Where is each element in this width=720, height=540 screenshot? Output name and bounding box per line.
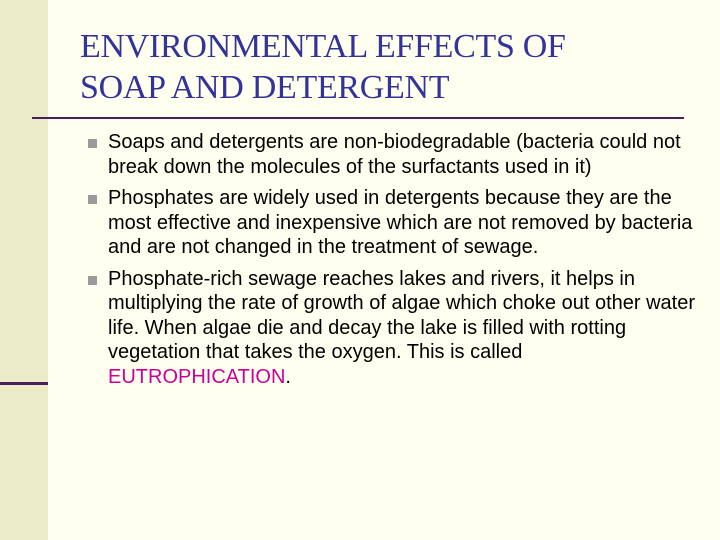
square-bullet-icon xyxy=(88,139,97,148)
bullet-text: Phosphate-rich sewage reaches lakes and rivers, it helps in multiplying the rate of growth of algae which choke out other water life. When algae die and decay the lake is filled with rotting vegetation that takes the oxygen. This is called xyxy=(108,267,695,363)
bullet-item-2 xyxy=(88,186,700,260)
bullet-text: Phosphates are widely used in detergents because they are the most effective and inexpensive which are not removed by bacteria and are not changed in the treatment of sewage. xyxy=(108,187,693,258)
title-line-1: ENVIRONMENTAL EFFECTS OF xyxy=(80,28,566,65)
bullet-text: Soaps and detergents are non-biodegradable (bacteria could not break down the molecules of the surfactants used in it) xyxy=(108,131,681,178)
bullet-suffix: . xyxy=(285,365,291,388)
square-bullet-icon xyxy=(88,195,97,204)
title-line-2: SOAP AND DETERGENT xyxy=(80,69,450,106)
square-bullet-icon xyxy=(88,276,97,285)
title-underline xyxy=(32,117,684,119)
bullet-item-3 xyxy=(88,267,700,390)
side-band xyxy=(0,0,48,540)
side-rule xyxy=(0,382,48,385)
bullet-list xyxy=(88,130,700,396)
slide-title xyxy=(80,26,700,108)
eutrophication-term: EUTROPHICATION xyxy=(108,365,286,388)
bullet-item-1 xyxy=(88,130,700,179)
